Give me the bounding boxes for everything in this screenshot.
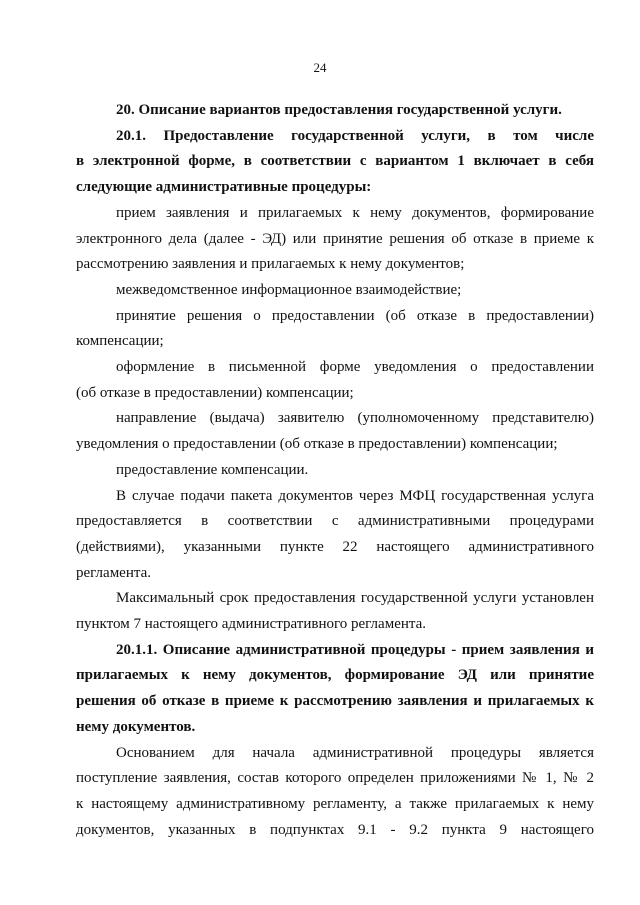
heading-line: 20.1. Предоставление государственной услуги, в том числе bbox=[116, 127, 594, 144]
heading-line: прилагаемых к нему документов, формирование ЭД или принятие bbox=[76, 667, 594, 684]
text-line: электронного дела (далее - ЭД) или принятие решения об отказе в приеме к bbox=[76, 230, 594, 247]
heading-line: в электронной форме, в соответствии с вариантом 1 включает в себя bbox=[76, 153, 594, 170]
heading-line: 20. Описание вариантов предоставления государственной услуги. bbox=[116, 102, 562, 118]
text-line: оформление в письменной форме уведомления о предоставлении bbox=[116, 359, 594, 376]
text-line: межведомственное информационное взаимодействие; bbox=[116, 281, 462, 298]
text-line: (об отказе в предоставлении) компенсации; bbox=[76, 384, 354, 401]
text-line: Основанием для начала административной процедуры является bbox=[116, 744, 594, 761]
text-line: В случае подачи пакета документов через МФЦ государственная услуга bbox=[116, 487, 594, 504]
text-line: пунктом 7 настоящего административного регламента. bbox=[76, 616, 427, 633]
text-line: Максимальный срок предоставления государственной услуги установлен bbox=[116, 590, 594, 607]
document-body bbox=[76, 98, 594, 843]
text-line: предоставление компенсации. bbox=[116, 461, 309, 478]
text-line: компенсации; bbox=[76, 333, 164, 350]
text-line: предоставляется в соответствии с административными процедурами bbox=[76, 513, 594, 530]
text-line: рассмотрению заявления и прилагаемых к нему документов; bbox=[76, 256, 465, 273]
heading-line: нему документов. bbox=[76, 718, 196, 735]
heading-line: следующие административные процедуры: bbox=[76, 179, 372, 196]
text-line: поступление заявления, состав которого определен приложениями № 1, № 2 bbox=[76, 770, 594, 787]
text-line: уведомления о предоставлении (об отказе в предоставлении) компенсации; bbox=[76, 436, 558, 453]
heading-line: 20.1.1. Описание административной процедуры - прием заявления и bbox=[116, 641, 594, 658]
text-line: принятие решения о предоставлении (об отказе в предоставлении) bbox=[116, 307, 594, 324]
page-number: 24 bbox=[313, 60, 327, 75]
text-line: документов, указанных в подпунктах 9.1 - 9.2 пункта 9 настоящего bbox=[76, 821, 594, 838]
text-line: (действиями), указанными пункте 22 настоящего административного bbox=[76, 538, 594, 555]
text-line: регламента. bbox=[76, 564, 152, 581]
text-line: направление (выдача) заявителю (уполномоченному представителю) bbox=[116, 410, 594, 427]
text-line: прием заявления и прилагаемых к нему документов, формирование bbox=[116, 204, 594, 221]
text-line: к настоящему административному регламенту, а также прилагаемых к нему bbox=[76, 795, 594, 812]
heading-line: решения об отказе в приеме к рассмотрению заявления и прилагаемых к bbox=[76, 693, 594, 710]
